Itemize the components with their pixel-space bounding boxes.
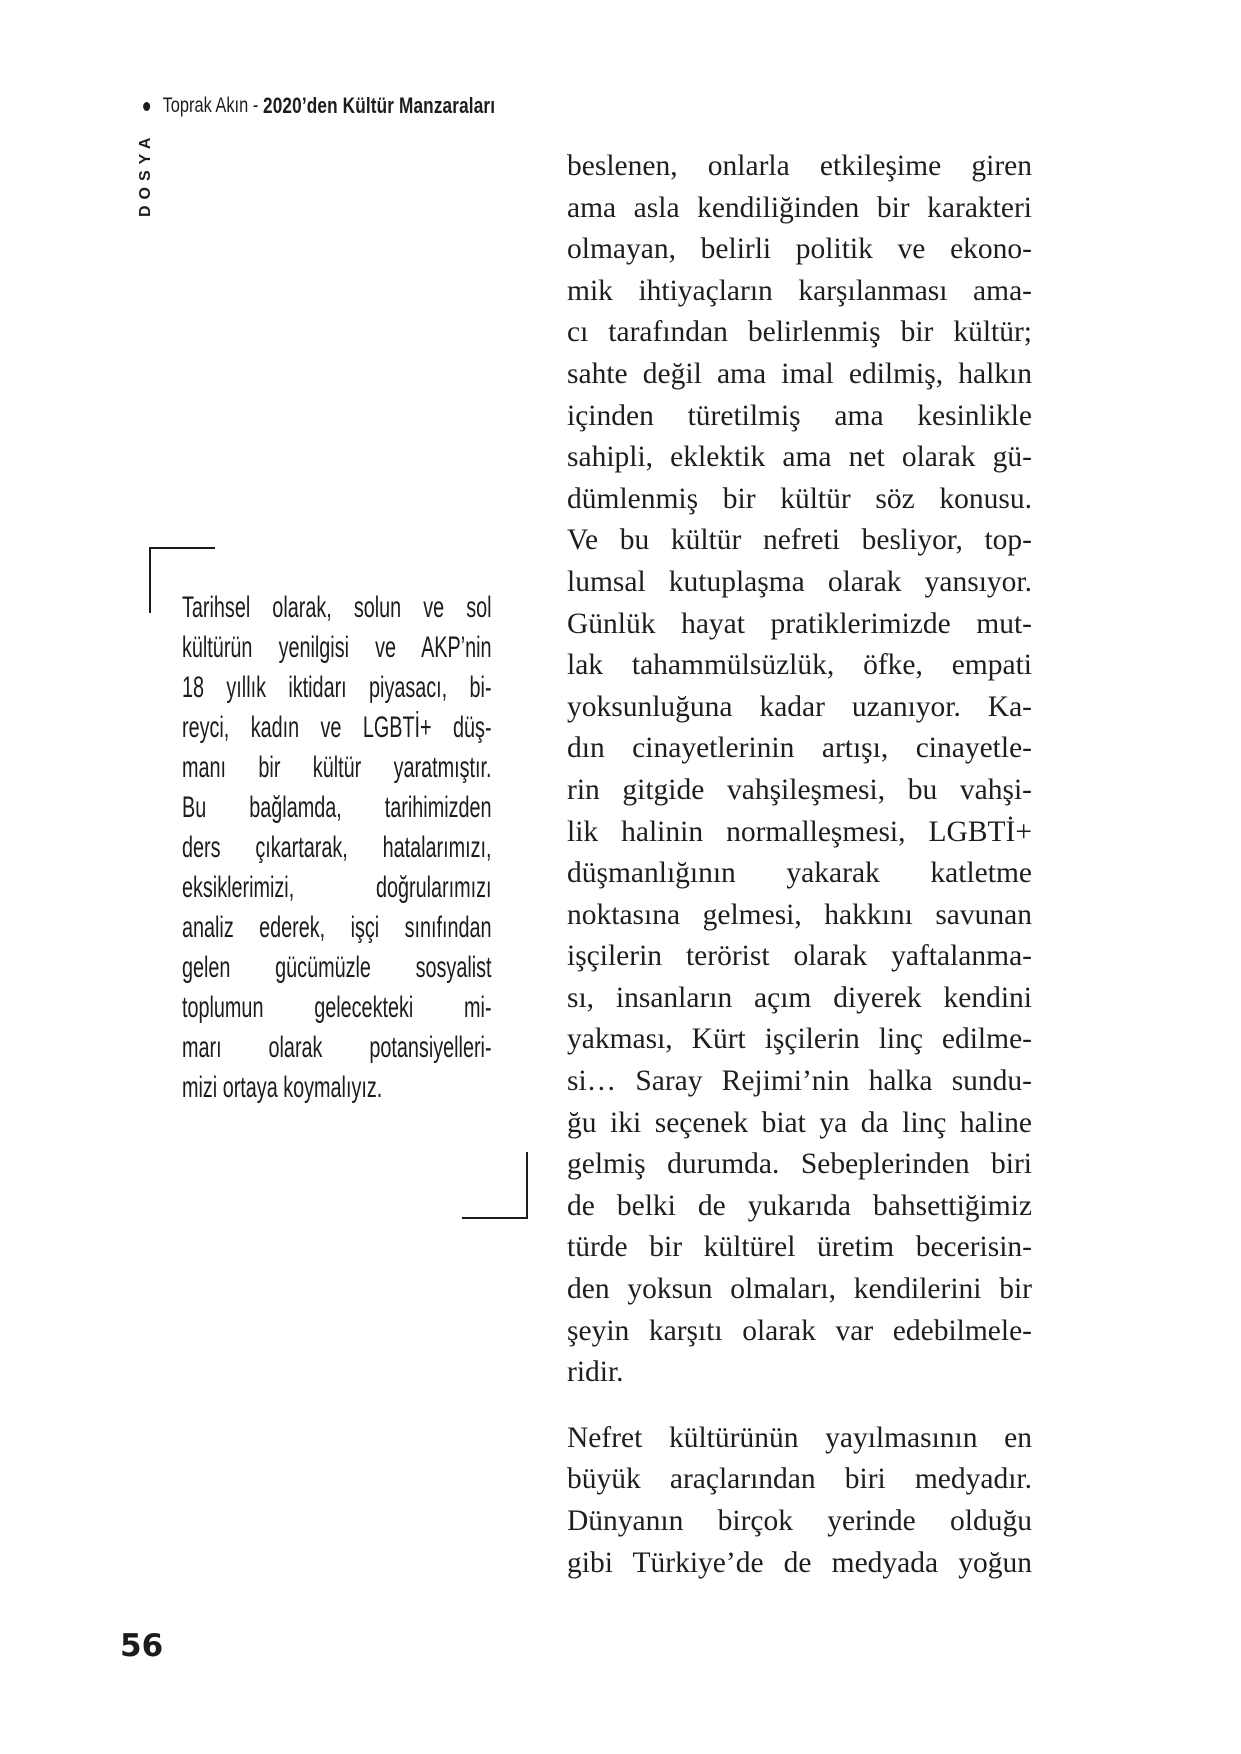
paragraph-gap [567, 1394, 1032, 1418]
body-line: beslenen, onlarla etkileşime giren [567, 150, 1032, 182]
bracket-top-left-icon [149, 547, 215, 549]
bracket-bottom-right-icon [526, 1152, 528, 1219]
page-number: 56 [120, 1628, 164, 1664]
pull-quote [149, 547, 528, 1219]
body-line: gibi Türkiye’de de medyada yoğun [567, 1546, 1032, 1579]
pull-quote-line: Bu bağlamda, tarihimizden [182, 791, 492, 824]
body-line: dümlenmiş bir kültür söz konusu. [567, 482, 1032, 515]
body-line: sı, insanların açım diyerek kendini [567, 981, 1032, 1014]
body-line: dın cinayetlerinin artışı, cinayetle- [567, 732, 1032, 765]
body-line: Ve bu kültür nefreti besliyor, top- [567, 524, 1032, 557]
body-line: lik halinin normalleşmesi, LGBTİ+ [567, 815, 1032, 848]
body-line: sahipli, eklektik ama net olarak gü- [567, 441, 1032, 474]
pull-quote-line: 18 yıllık iktidarı piyasacı, bi- [182, 671, 492, 704]
body-line: Günlük hayat pratiklerimizde mut- [567, 607, 1032, 640]
body-line: Nefret kültürünün yayılmasının en [567, 1421, 1032, 1454]
pull-quote-line: eksiklerimizi, doğrularımızı [182, 871, 492, 904]
pull-quote-line: ders çıkartarak, hatalarımızı, [182, 831, 492, 864]
body-line: mik ihtiyaçların karşılanması ama- [567, 274, 1032, 307]
body-line: lak tahammülsüzlük, öfke, empati [567, 649, 1032, 682]
section-label: DOSYA [137, 131, 154, 217]
body-line: si… Saray Rejimi’nin halka sundu- [567, 1065, 1032, 1098]
bracket-bottom-right-icon [462, 1217, 528, 1219]
body-line: noktasına gelmesi, hakkını savunan [567, 898, 1032, 931]
bullet-icon [143, 102, 150, 111]
body-line: ridir. [567, 1356, 624, 1389]
body-line: türde bir kültürel üretim becerisin- [567, 1231, 1032, 1264]
pull-quote-line: kültürün yenilgisi ve AKP’nin [182, 631, 492, 664]
body-text-column [567, 146, 1032, 1584]
paragraph [567, 1418, 1032, 1584]
body-line: ğu iki seçenek biat ya da linç haline [567, 1106, 1032, 1139]
body-line: sahte değil ama imal edilmiş, halkın [567, 357, 1032, 390]
pull-quote-line: marı olarak potansiyelleri- [182, 1031, 492, 1064]
pull-quote-line: reyci, kadın ve LGBTİ+ düş- [182, 711, 492, 744]
header-article-title: 2020’den Kültür Manzaraları [263, 93, 496, 118]
pull-quote-line: mizi ortaya koymalıyız. [182, 1071, 383, 1104]
pull-quote-line: manı bir kültür yaratmıştır. [182, 751, 492, 784]
body-line: gelmiş durumda. Sebeplerinden biri [567, 1148, 1032, 1181]
header-author: Toprak Akın [162, 94, 249, 117]
body-line: düşmanlığının yakarak katletme [567, 857, 1032, 890]
pull-quote-line: Tarihsel olarak, solun ve sol [182, 591, 492, 624]
body-line: olmayan, belirli politik ve ekono- [567, 233, 1032, 266]
body-line: cı tarafından belirlenmiş bir kültür; [567, 316, 1032, 349]
pull-quote-line: gelen gücümüzle sosyalist [182, 951, 492, 984]
body-line: işçilerin terörist olarak yaftalanma- [567, 940, 1032, 973]
body-line: Dünyanın birçok yerinde olduğu [567, 1505, 1032, 1537]
body-line: den yoksun olmaları, kendilerini bir [567, 1273, 1032, 1306]
body-line: içinden türetilmiş ama kesinlikle [567, 399, 1032, 432]
header-separator: - [252, 94, 259, 117]
body-line: lumsal kutuplaşma olarak yansıyor. [567, 565, 1032, 598]
body-line: ama asla kendiliğinden bir karakteri [567, 191, 1032, 224]
running-header [140, 92, 495, 120]
body-line: de belki de yukarıda bahsettiğimiz [567, 1189, 1032, 1222]
body-line: yoksunluğuna kadar uzanıyor. Ka- [567, 690, 1032, 723]
bracket-top-left-icon [149, 547, 151, 613]
pull-quote-line: analiz ederek, işçi sınıfından [182, 911, 492, 944]
pull-quote-line: toplumun gelecekteki mi- [182, 991, 492, 1024]
body-line: yakması, Kürt işçilerin linç edilme- [567, 1023, 1032, 1056]
paragraph [567, 146, 1032, 1394]
body-line: büyük araçlarından biri medyadır. [567, 1463, 1032, 1496]
body-line: rin gitgide vahşileşmesi, bu vahşi- [567, 773, 1032, 806]
body-line: şeyin karşıtı olarak var edebilmele- [567, 1314, 1032, 1347]
pull-quote-text [182, 588, 492, 1108]
